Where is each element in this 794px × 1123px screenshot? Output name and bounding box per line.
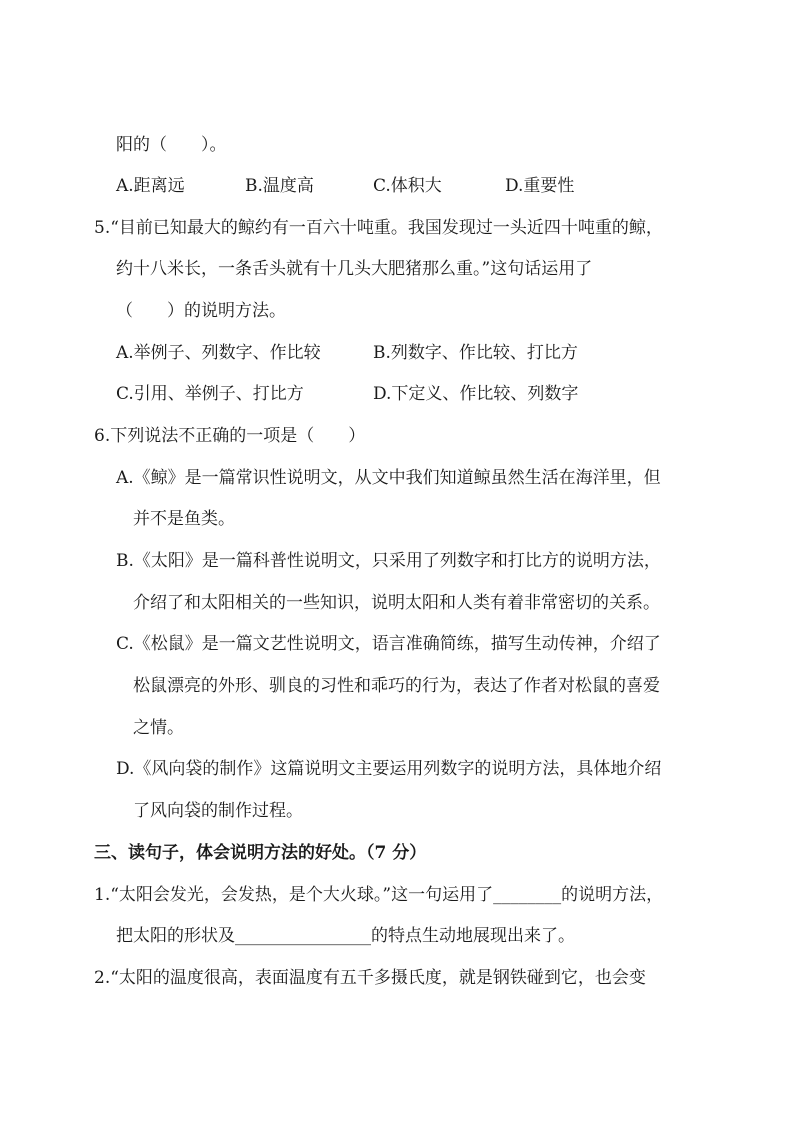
q5-option-b: B.列数字、作比较、打比方 [373, 343, 578, 363]
q6-option-d-line2: 了风向袋的制作过程。 [133, 801, 303, 821]
q5-stem-line3: （ ）的说明方法。 [116, 301, 286, 321]
q4-option-b: B.温度高 [245, 176, 314, 196]
s3-q1-line1: 1.“太阳会发光，会发热，是个大火球。”这一句运用了________的说明方法， [94, 885, 664, 905]
section-three-heading: 三、读句子，体会说明方法的好处。（7 分） [94, 843, 427, 863]
q4-stem-end: 阳的（ ）。 [116, 135, 227, 155]
q5-option-a: A.举例子、列数字、作比较 [116, 343, 321, 363]
q6-option-b-line1: B.《太阳》是一篇科普性说明文，只采用了列数字和打比方的说明方法， [116, 551, 661, 571]
q6-option-b-line2: 介绍了和太阳相关的一些知识，说明太阳和人类有着非常密切的关系。 [133, 593, 660, 613]
q6-option-c-line3: 之情。 [133, 718, 184, 738]
q6-option-a-line1: A.《鲸》是一篇常识性说明文，从文中我们知道鲸虽然生活在海洋里，但 [116, 468, 661, 488]
q4-option-a: A.距离远 [116, 176, 185, 196]
q5-stem-line1: 5.“目前已知最大的鲸约有一百六十吨重。我国发现过一头近四十吨重的鲸， [94, 218, 663, 238]
q6-option-a-line2: 并不是鱼类。 [133, 509, 235, 529]
q5-stem-line2: 约十八米长，一条舌头就有十几头大肥猪那么重。”这句话运用了 [116, 259, 593, 279]
q6-stem: 6.下列说法不正确的一项是（ ） [94, 426, 366, 446]
q5-option-d: D.下定义、作比较、列数字 [373, 384, 579, 404]
q4-option-c: C.体积大 [373, 176, 442, 196]
s3-q1-line2: 把太阳的形状及________________的特点生动地展现出来了。 [116, 926, 575, 946]
q5-option-c: C.引用、举例子、打比方 [116, 384, 304, 404]
q6-option-c-line2: 松鼠漂亮的外形、驯良的习性和乖巧的行为，表达了作者对松鼠的喜爱 [133, 676, 660, 696]
q6-option-c-line1: C.《松鼠》是一篇文艺性说明文，语言准确简练，描写生动传神，介绍了 [116, 634, 661, 654]
s3-q2-line1: 2.“太阳的温度很高，表面温度有五千多摄氏度，就是钢铁碰到它，也会变 [94, 968, 646, 988]
q4-option-d: D.重要性 [505, 176, 575, 196]
q6-option-d-line1: D.《风向袋的制作》这篇说明文主要运用列数字的说明方法，具体地介绍 [116, 759, 662, 779]
